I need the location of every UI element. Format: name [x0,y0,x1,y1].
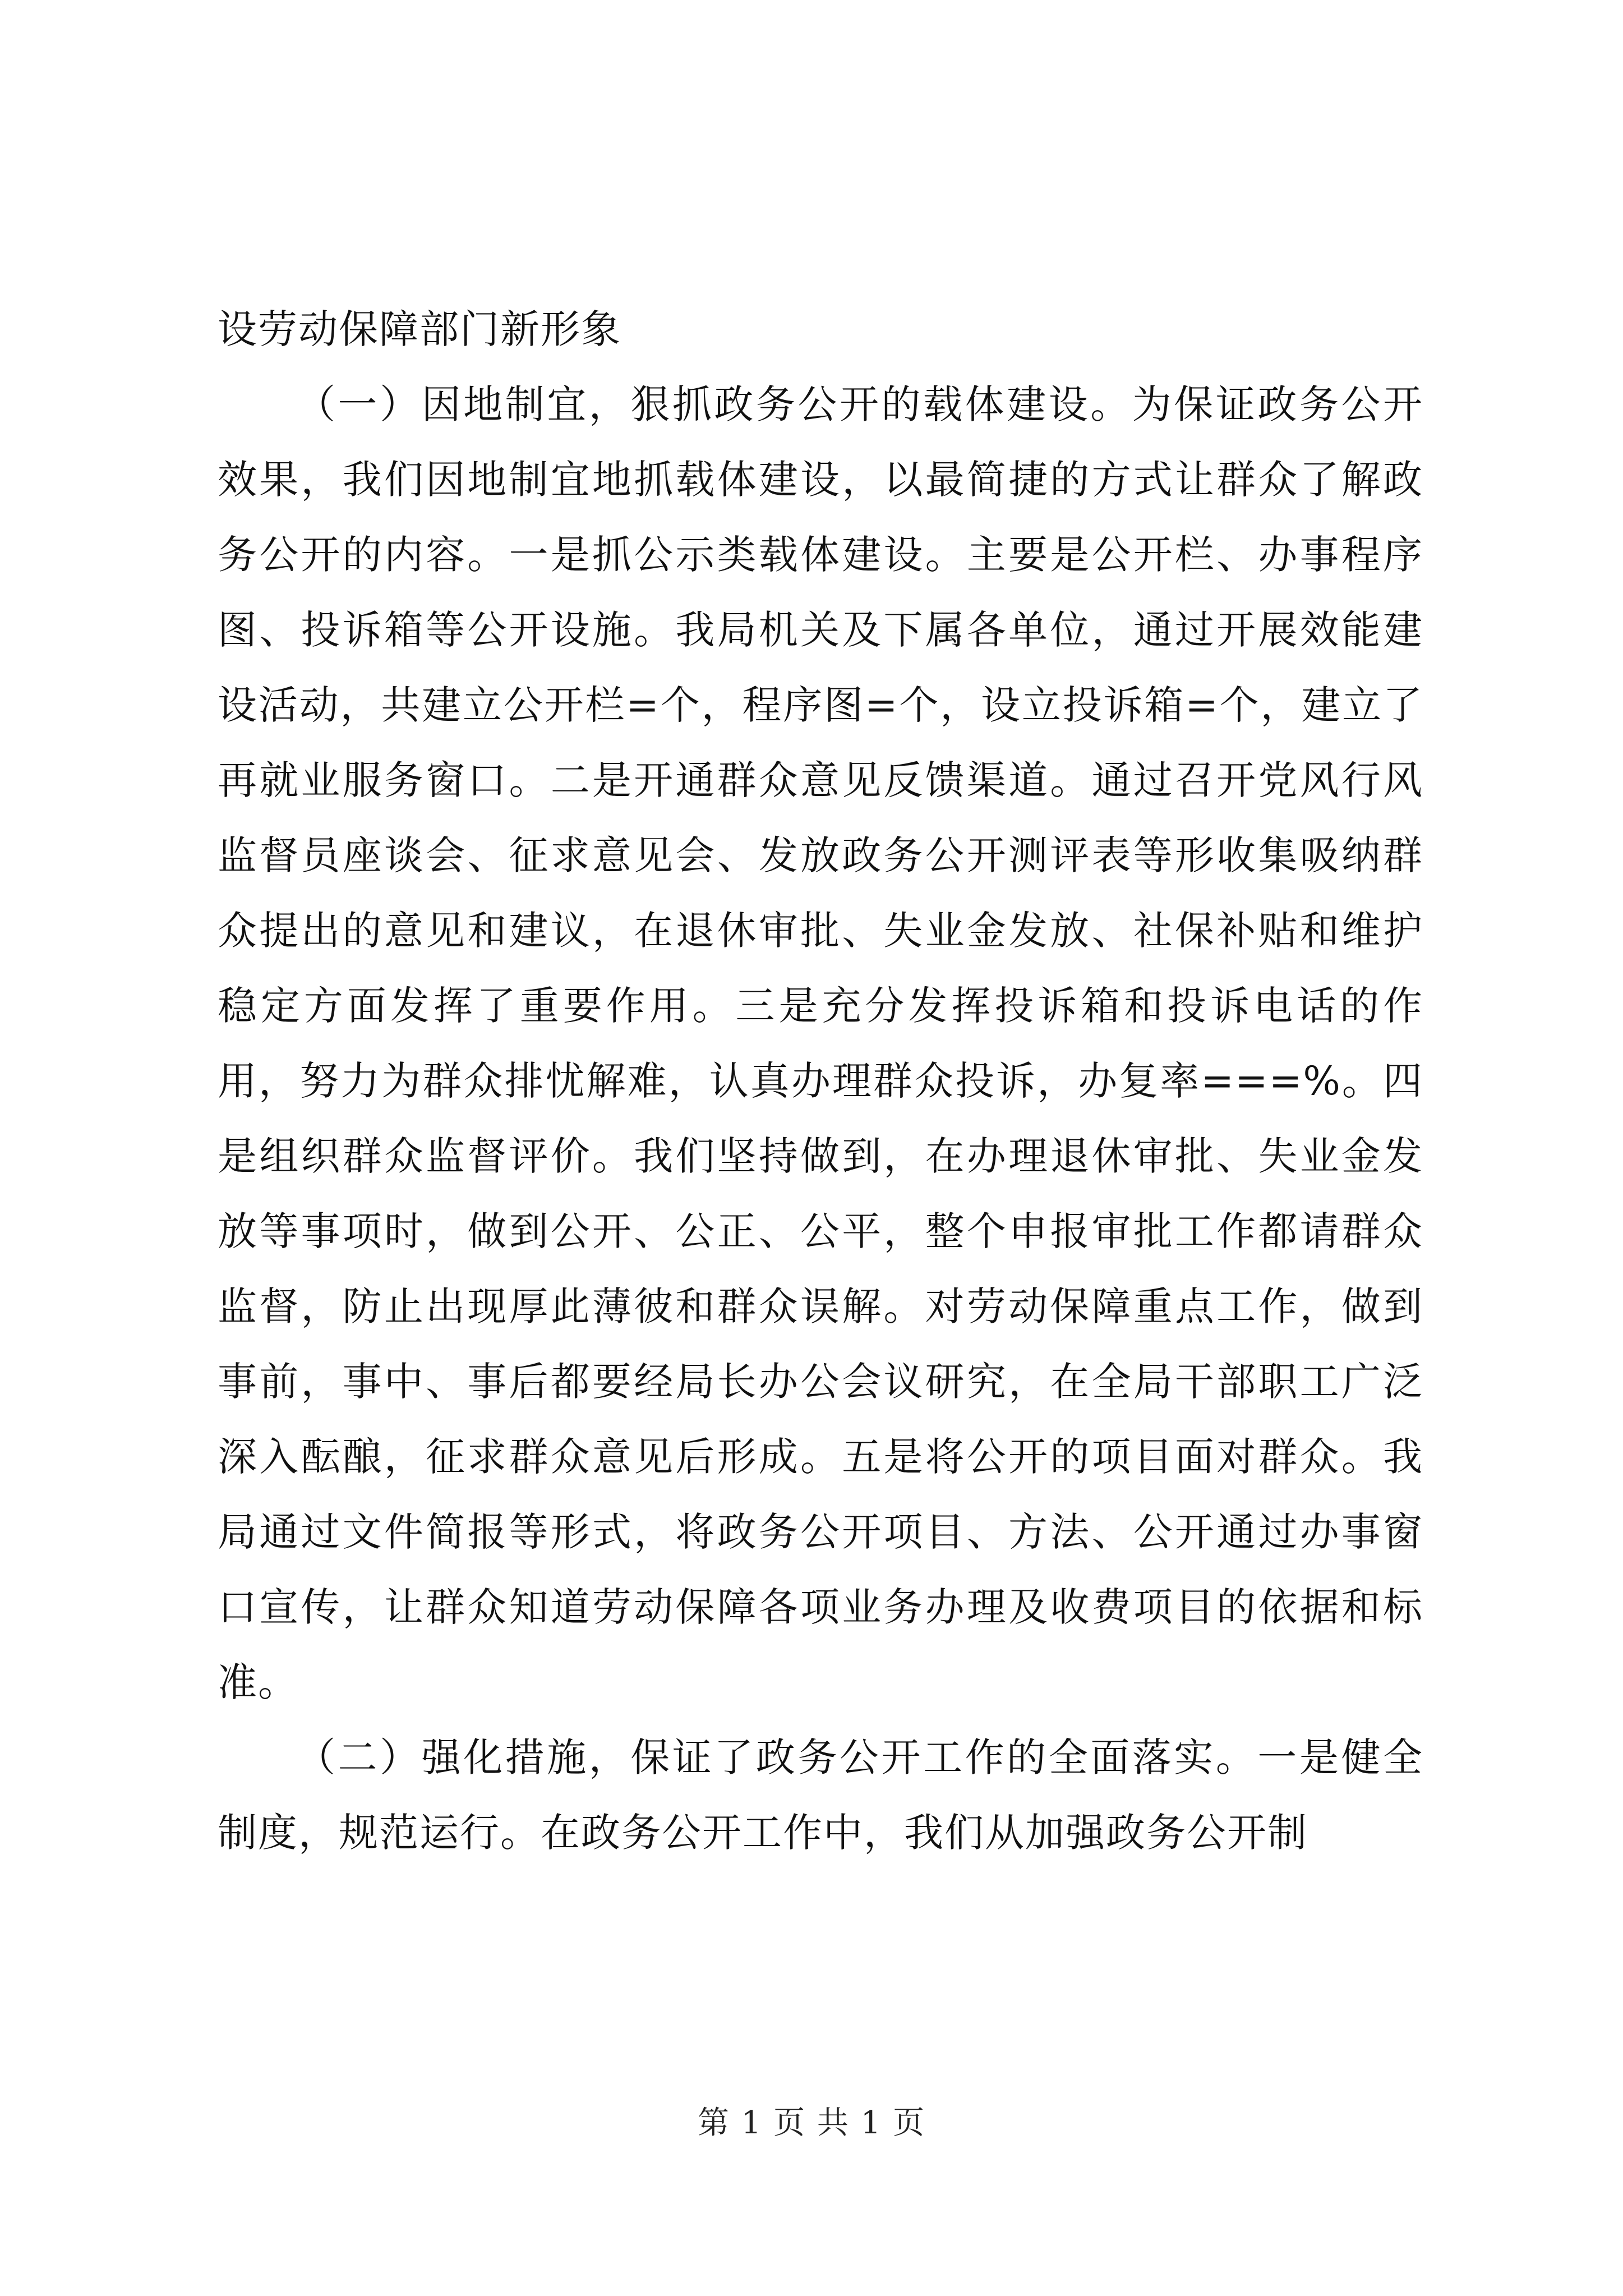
continued-heading-line: 设劳动保障部门新形象 [218,306,621,352]
paragraph-2: （二）强化措施，保证了政务公开工作的全面落实。一是健全制度，规范运行。在政务公开工作中，我们从加强政务公开制 [218,1734,1423,1856]
page-number-footer: 第 1 页 共 1 页 [697,2105,926,2141]
paragraph-1: （一）因地制宜，狠抓政务公开的载体建设。为保证政务公开效果，我们因地制宜地抓载体建设，以最简捷的方式让群众了解政务公开的内容。一是抓公示类载体建设。主要是公开栏、办事程序图、投诉箱等公开设施。我局机关及下属各单位，通过开展效能建设活动，共建立公开栏=个，程序图=个，设立投诉箱=个，建立了再就业服务窗口。二是开通群众意见反馈渠道。通过召开党风行风监督员座谈会、征求意见会、发放政务公开测评表等形收集吸纳群众提出的意见和建议，在退休审批、失业金发放、社保补贴和维护稳定方面发挥了重要作用。三是充分发挥投诉箱和投诉电话的作用，努力为群众排忧解难，认真办理群众投诉，办复率===%。四是组织群众监督评价。我们坚持做到，在办理退休审批、失业金发放等事项时，做到公开、公正、公平，整个申报审批工作都请群众监督，防止出现厚此薄彼和群众误解。对劳动保障重点工作，做到事前，事中、事后都要经局长办公会议研究，在全局干部职工广泛深入酝酿，征求群众意见后形成。五是将公开的项目面对群众。我局通过文件简报等形式，将政务公开项目、方法、公开通过办事窗口宣传，让群众知道劳动保障各项业务办理及收费项目的依据和标准。 [218,381,1423,1705]
document-body [218,292,1423,1870]
